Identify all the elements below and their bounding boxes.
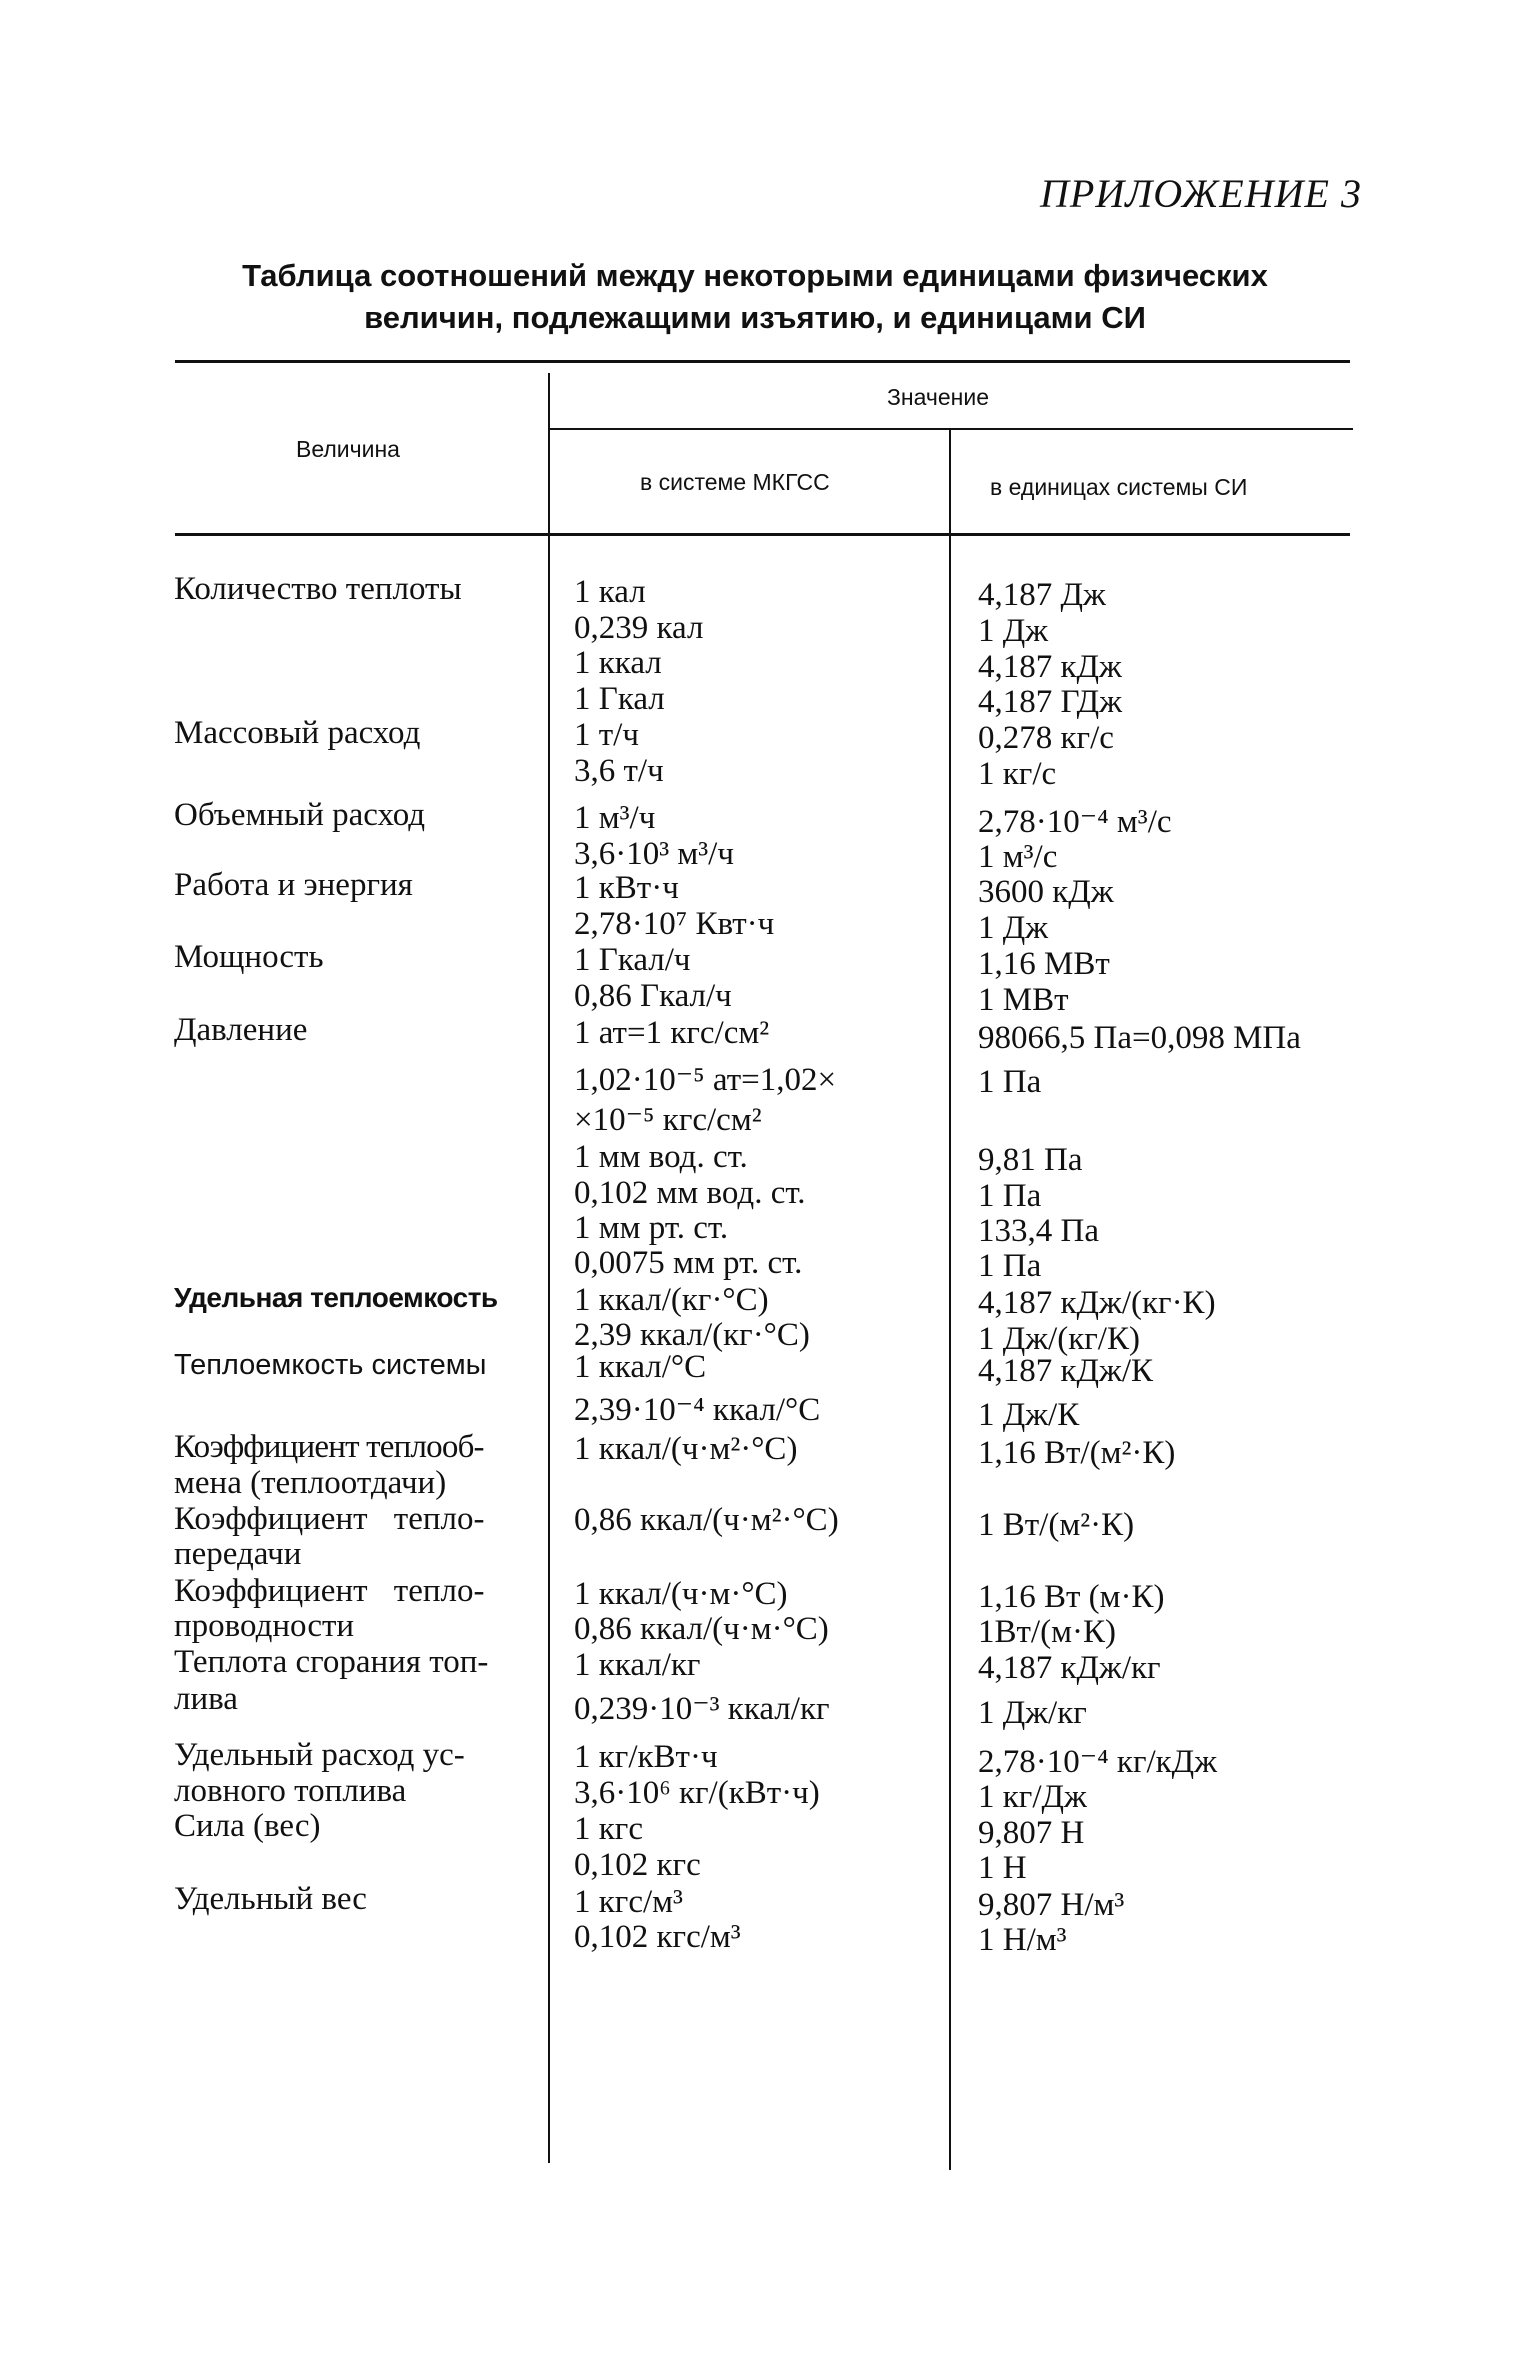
si-cell: 4,187 кДж/кг xyxy=(978,1650,1161,1686)
quantity-cell: Сила (вес) xyxy=(174,1808,321,1844)
si-cell: 1,16 Вт/(м²·К) xyxy=(978,1435,1176,1471)
mkgss-cell: 2,39·10⁻⁴ ккал/°С xyxy=(574,1392,821,1428)
mkgss-cell: 2,39 ккал/(кг·°С) xyxy=(574,1317,810,1353)
mkgss-cell: 1 Гкал xyxy=(574,681,665,717)
si-cell: 1 Н/м³ xyxy=(978,1922,1067,1958)
si-cell: 4,187 кДж xyxy=(978,649,1122,685)
quantity-cell: Давление xyxy=(174,1012,308,1048)
mkgss-cell: 0,86 ккал/(ч·м·°С) xyxy=(574,1611,829,1647)
si-cell: 4,187 кДж/(кг·К) xyxy=(978,1285,1216,1321)
si-cell: 1 Па xyxy=(978,1248,1042,1284)
quantity-cell: Удельный вес xyxy=(174,1881,367,1917)
header-si: в единицах системы СИ xyxy=(990,474,1248,500)
table-top-rule xyxy=(175,360,1350,363)
quantity-cell: Работа и энергия xyxy=(174,867,413,903)
mkgss-cell: 0,102 кгс/м³ xyxy=(574,1919,741,1955)
si-cell: 1 Вт/(м²·К) xyxy=(978,1507,1135,1543)
si-cell: 2,78·10⁻⁴ кг/кДж xyxy=(978,1744,1217,1780)
column-divider-2 xyxy=(949,430,951,2170)
mkgss-cell: 1 ккал/(ч·м·°С) xyxy=(574,1576,788,1612)
column-divider-1 xyxy=(548,373,550,2163)
quantity-cell: Объемный расход xyxy=(174,797,426,833)
si-cell: 1 Па xyxy=(978,1178,1042,1214)
si-cell: 0,278 кг/с xyxy=(978,720,1114,756)
si-cell: 1 Дж/кг xyxy=(978,1695,1087,1731)
si-cell: 98066,5 Па=0,098 МПа xyxy=(978,1020,1301,1056)
mkgss-cell: 1 ккал/(кг·°С) xyxy=(574,1282,769,1318)
si-cell: 1 Дж xyxy=(978,910,1049,946)
mkgss-cell: 0,102 кгс xyxy=(574,1847,701,1883)
mkgss-cell: 1 ат=1 кгс/см² xyxy=(574,1015,770,1051)
mkgss-cell: 1 кВт·ч xyxy=(574,870,679,906)
mkgss-cell: 1 мм рт. ст. xyxy=(574,1210,729,1246)
quantity-cell: Удельная теплоемкость xyxy=(174,1282,498,1313)
mkgss-cell: 3,6·10⁶ кг/(кВт·ч) xyxy=(574,1775,820,1811)
mkgss-cell: 1 кгс/м³ xyxy=(574,1884,683,1920)
mkgss-cell: 1 ккал xyxy=(574,645,662,681)
si-cell: 1 м³/с xyxy=(978,839,1058,875)
quantity-cell: проводности xyxy=(174,1608,355,1644)
si-cell: 1 кг/Дж xyxy=(978,1779,1087,1815)
title-line-1: Таблица соотношений между некоторыми единицами физических xyxy=(242,258,1268,293)
mkgss-cell: ×10⁻⁵ кгс/см² xyxy=(574,1102,762,1138)
quantity-cell: лива xyxy=(174,1681,238,1717)
quantity-cell: мена (теплоотдачи) xyxy=(174,1465,447,1501)
mkgss-cell: 0,86 Гкал/ч xyxy=(574,978,732,1014)
si-cell: 4,187 Дж xyxy=(978,577,1106,613)
header-value: Значение xyxy=(887,384,989,410)
mkgss-cell: 1 мм вод. ст. xyxy=(574,1139,748,1175)
mkgss-cell: 3,6 т/ч xyxy=(574,753,664,789)
title-line-2: величин, подлежащими изъятию, и единицами СИ xyxy=(364,300,1146,335)
quantity-cell: ловного топлива xyxy=(174,1773,407,1809)
mkgss-cell: 1 кг/кВт·ч xyxy=(574,1739,718,1775)
header-bottom-rule xyxy=(175,533,1350,536)
si-cell: 1 Н xyxy=(978,1850,1027,1886)
appendix-label: ПРИЛОЖЕНИЕ 3 xyxy=(1040,171,1362,216)
si-cell: 1 Дж/К xyxy=(978,1397,1080,1433)
mkgss-cell: 1 Гкал/ч xyxy=(574,942,691,978)
mkgss-cell: 0,0075 мм рт. ст. xyxy=(574,1245,803,1281)
si-cell: 1,16 МВт xyxy=(978,946,1110,982)
quantity-cell: Мощность xyxy=(174,939,324,975)
si-cell: 1 Дж xyxy=(978,613,1049,649)
mkgss-cell: 0,239 кал xyxy=(574,610,704,646)
si-cell: 1 кг/с xyxy=(978,756,1057,792)
si-cell: 2,78·10⁻⁴ м³/с xyxy=(978,804,1172,840)
mkgss-cell: 0,102 мм вод. ст. xyxy=(574,1175,806,1211)
mkgss-cell: 1 т/ч xyxy=(574,717,639,753)
si-cell: 9,807 Н/м³ xyxy=(978,1887,1125,1923)
quantity-cell: Теплота сгорания топ- xyxy=(174,1644,489,1680)
si-cell: 4,187 кДж/К xyxy=(978,1353,1154,1389)
si-cell: 1 МВт xyxy=(978,982,1069,1018)
mkgss-cell: 1 ккал/кг xyxy=(574,1647,701,1683)
quantity-cell: Количество теплоты xyxy=(174,571,462,607)
mkgss-cell: 3,6·10³ м³/ч xyxy=(574,836,734,872)
mkgss-cell: 1 м³/ч xyxy=(574,800,656,836)
quantity-cell: передачи xyxy=(174,1536,302,1572)
quantity-cell: Теплоемкость системы xyxy=(174,1349,487,1381)
mkgss-cell: 1 кал xyxy=(574,574,646,610)
si-cell: 3600 кДж xyxy=(978,874,1114,910)
si-cell: 4,187 ГДж xyxy=(978,684,1122,720)
quantity-cell: Коэффициент тепло- xyxy=(174,1501,485,1537)
si-cell: 133,4 Па xyxy=(978,1213,1099,1249)
si-cell: 1 Па xyxy=(978,1064,1042,1100)
quantity-cell: Коэффициент тепло- xyxy=(174,1573,485,1609)
mkgss-cell: 1 кгс xyxy=(574,1811,643,1847)
mkgss-cell: 0,239·10⁻³ ккал/кг xyxy=(574,1691,830,1727)
quantity-cell: Коэффициент теплооб- xyxy=(174,1429,484,1465)
header-quantity: Величина xyxy=(296,436,400,462)
mkgss-cell: 1 ккал/(ч·м²·°С) xyxy=(574,1431,798,1467)
quantity-cell: Удельный расход ус- xyxy=(174,1737,465,1773)
si-cell: 1,16 Вт (м·К) xyxy=(978,1579,1165,1615)
mkgss-cell: 0,86 ккал/(ч·м²·°С) xyxy=(574,1502,839,1538)
mkgss-cell: 2,78·10⁷ Квт·ч xyxy=(574,906,775,942)
si-cell: 1Вт/(м·К) xyxy=(978,1614,1116,1650)
mkgss-cell: 1,02·10⁻⁵ ат=1,02× xyxy=(574,1062,837,1098)
quantity-cell: Массовый расход xyxy=(174,715,421,751)
header-mkgss: в системе МКГСС xyxy=(640,469,830,495)
table-title xyxy=(170,255,1340,339)
si-cell: 9,807 Н xyxy=(978,1815,1085,1851)
si-cell: 9,81 Па xyxy=(978,1142,1083,1178)
si-cell: 1 Дж/(кг/К) xyxy=(978,1321,1140,1357)
mkgss-cell: 1 ккал/°С xyxy=(574,1349,707,1385)
